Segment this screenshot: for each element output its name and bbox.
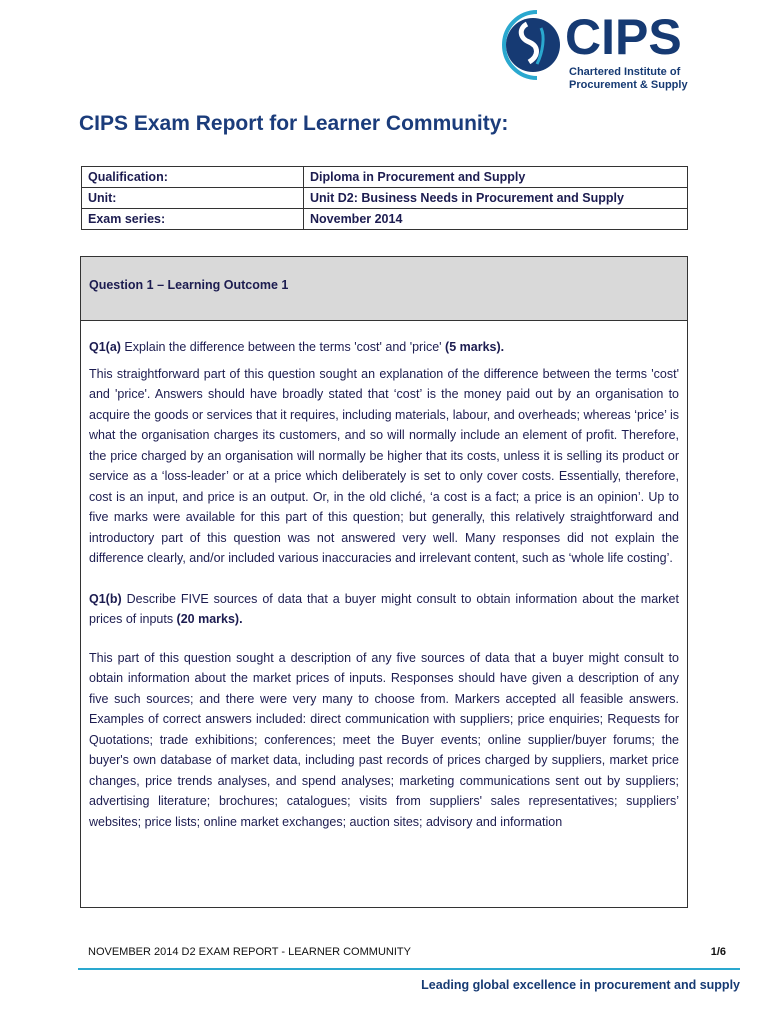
info-label: Unit: — [82, 188, 304, 209]
table-row — [82, 188, 688, 209]
cips-emblem-icon — [497, 6, 565, 84]
q1b-text: Describe FIVE sources of data that a buyer might consult to obtain information about the market prices of inputs — [89, 591, 679, 626]
footer-tagline: Leading global excellence in procurement and supply — [421, 978, 740, 992]
table-row — [82, 167, 688, 188]
logo-subtitle-line1: Chartered Institute of — [569, 66, 681, 78]
logo-subtitle-line2: Procurement & Supply — [569, 79, 688, 91]
info-value: Unit D2: Business Needs in Procurement and Supply — [304, 188, 688, 209]
info-label: Qualification: — [82, 167, 304, 188]
q1b-marks: (20 marks). — [176, 612, 243, 626]
logo-subtitle — [569, 66, 688, 92]
info-value: Diploma in Procurement and Supply — [304, 167, 688, 188]
page-number: 1/6 — [710, 946, 726, 958]
q1a-label: Q1(a) — [89, 340, 121, 354]
q1b-prompt — [89, 589, 679, 630]
table-row — [82, 209, 688, 230]
cips-logo — [497, 6, 697, 98]
info-label: Exam series: — [82, 209, 304, 230]
footer-report-title: NOVEMBER 2014 D2 EXAM REPORT - LEARNER COMMUNITY — [88, 946, 411, 958]
question-heading: Question 1 – Learning Outcome 1 — [81, 257, 687, 321]
info-table — [81, 166, 688, 230]
q1a-answer: This straightforward part of this question sought an explanation of the difference between the terms 'cost' and 'price'. Answers should have broadly stated that ‘cost’ is the money paid out by an organisation to acquire the goods or services that it requires, including materials, labour, and overheads; whereas ‘price’ is what the organisation charges its customers, and so will normally include an element of profit. Therefore, the price charged by an organisation will normally be higher that its costs, unless it is selling its product or service as a ‘loss-leader’ or at a price which deliberately is set to only cover costs. Essentially, therefore, cost is an input, and price is an output. Or, in the old cliché, ‘a cost is a fact; a price is an opinion’. Up to five marks were available for this part of this question; but generally, this relatively straightforward and introductory part of this question was not answered very well. Many responses did not explain the difference clearly, and/or included various inaccuracies and irrelevant content, such as ‘whole life costing’. — [89, 366, 679, 565]
q1a-marks: (5 marks). — [445, 340, 505, 354]
question-body — [81, 337, 687, 832]
question-box — [80, 256, 688, 908]
q1b-label: Q1(b) — [89, 591, 122, 606]
info-value: November 2014 — [304, 209, 688, 230]
footer-divider — [78, 968, 740, 970]
q1a-prompt — [89, 337, 679, 358]
logo-wordmark: CIPS — [565, 9, 682, 65]
q1b-answer: This part of this question sought a description of any five sources of data that a buyer might consult to obtain information about the market prices of inputs. Responses should have given a description of any five such sources; and there were very many to choose from. Markers accepted all feasible answers. Examples of correct answers included: direct communication with suppliers; price enquiries; Requests for Quotations; trade exhibitions; conferences; meet the Buyer events; online supplier/buyer forums; the buyer's own database of market data, including past records of prices charged by suppliers, market price changes, price trends analyses, and spend analyses; marketing communications sent out by suppliers; advertising literature; brochures; catalogues; visits from suppliers' sales representatives; suppliers’ websites; price lists; online market exchanges; auction sites; advisory and information — [89, 650, 679, 829]
q1a-text: Explain the difference between the terms 'cost' and 'price' — [120, 340, 446, 354]
page-title: CIPS Exam Report for Learner Community: — [79, 112, 509, 135]
